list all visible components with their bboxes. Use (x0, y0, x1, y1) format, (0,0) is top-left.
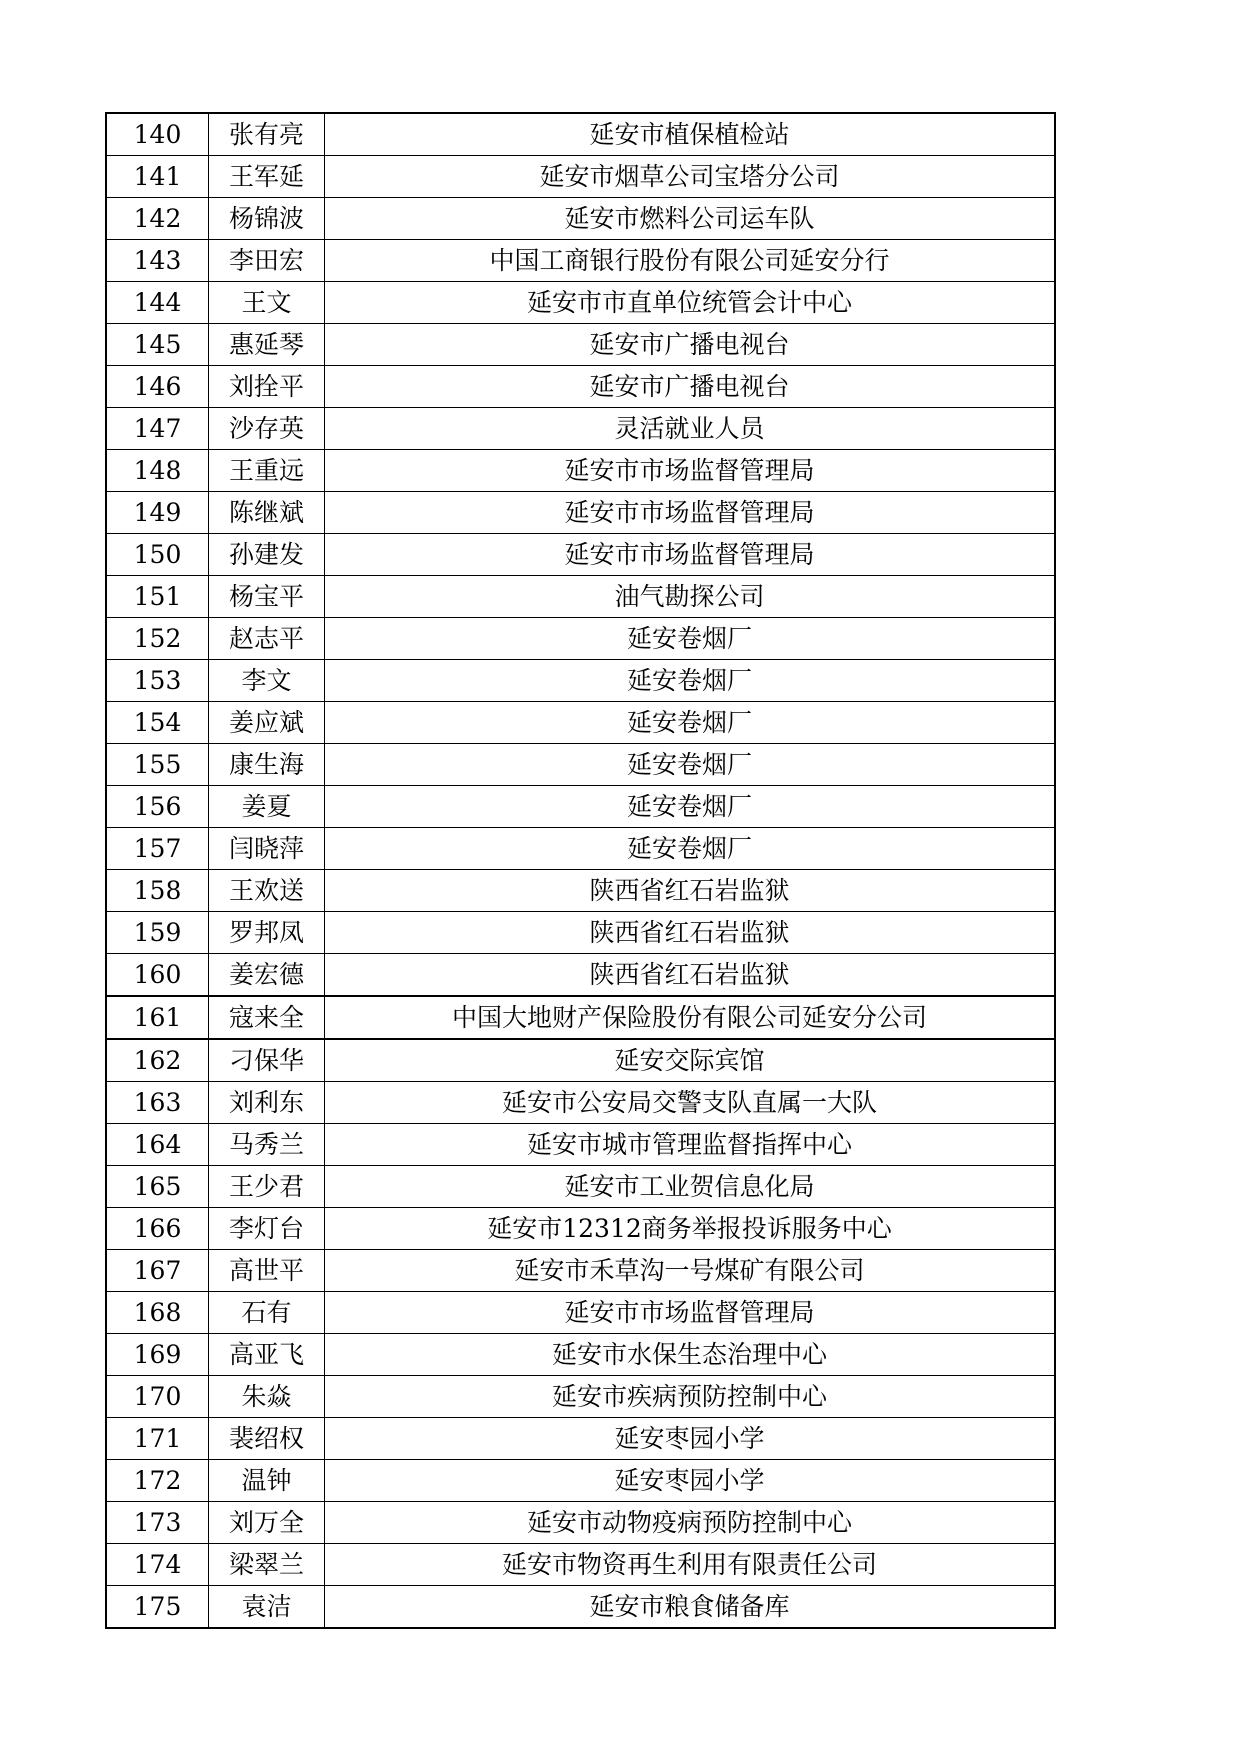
work-unit-cell: 延安市公安局交警支队直属一大队 (325, 1082, 1056, 1124)
row-number-cell: 152 (106, 618, 209, 660)
person-name-cell: 刘拴平 (209, 366, 325, 408)
row-number-cell: 151 (106, 576, 209, 618)
person-name-cell: 赵志平 (209, 618, 325, 660)
work-unit-cell: 延安市广播电视台 (325, 366, 1056, 408)
row-number-cell: 167 (106, 1250, 209, 1292)
table-row (106, 1376, 1055, 1418)
row-number-cell: 163 (106, 1082, 209, 1124)
row-number-cell: 157 (106, 828, 209, 870)
person-name-cell: 姜应斌 (209, 702, 325, 744)
person-name-cell: 陈继斌 (209, 492, 325, 534)
table-row (106, 1039, 1055, 1082)
person-name-cell: 王文 (209, 282, 325, 324)
table-row (106, 786, 1055, 828)
table-row (106, 408, 1055, 450)
row-number-cell: 165 (106, 1166, 209, 1208)
table-row (106, 870, 1055, 912)
table-row (106, 828, 1055, 870)
work-unit-cell: 延安市市直单位统管会计中心 (325, 282, 1056, 324)
row-number-cell: 158 (106, 870, 209, 912)
table-row (106, 492, 1055, 534)
table-row (106, 1544, 1055, 1586)
person-name-cell: 王军延 (209, 156, 325, 198)
table-row (106, 366, 1055, 408)
row-number-cell: 162 (106, 1039, 209, 1082)
row-number-cell: 155 (106, 744, 209, 786)
table-row (106, 660, 1055, 702)
row-number-cell: 160 (106, 954, 209, 997)
work-unit-cell: 延安卷烟厂 (325, 786, 1056, 828)
person-name-cell: 寇来全 (209, 996, 325, 1039)
work-unit-cell: 延安市工业贺信息化局 (325, 1166, 1056, 1208)
work-unit-cell: 陕西省红石岩监狱 (325, 954, 1056, 997)
table-row (106, 282, 1055, 324)
table-row (106, 113, 1055, 156)
personnel-table (105, 112, 1056, 1629)
person-name-cell: 高世平 (209, 1250, 325, 1292)
table-row (106, 576, 1055, 618)
row-number-cell: 149 (106, 492, 209, 534)
work-unit-cell: 陕西省红石岩监狱 (325, 870, 1056, 912)
person-name-cell: 杨宝平 (209, 576, 325, 618)
person-name-cell: 罗邦凤 (209, 912, 325, 954)
person-name-cell: 温钟 (209, 1460, 325, 1502)
table-row (106, 198, 1055, 240)
row-number-cell: 168 (106, 1292, 209, 1334)
table-body (106, 113, 1055, 1628)
table-row (106, 1292, 1055, 1334)
row-number-cell: 173 (106, 1502, 209, 1544)
person-name-cell: 沙存英 (209, 408, 325, 450)
table-row (106, 1082, 1055, 1124)
person-name-cell: 孙建发 (209, 534, 325, 576)
row-number-cell: 159 (106, 912, 209, 954)
work-unit-cell: 延安交际宾馆 (325, 1039, 1056, 1082)
person-name-cell: 石有 (209, 1292, 325, 1334)
person-name-cell: 袁洁 (209, 1586, 325, 1629)
table-row (106, 954, 1055, 997)
person-name-cell: 裴绍权 (209, 1418, 325, 1460)
table-row (106, 702, 1055, 744)
work-unit-cell: 延安卷烟厂 (325, 744, 1056, 786)
row-number-cell: 153 (106, 660, 209, 702)
work-unit-cell: 延安卷烟厂 (325, 828, 1056, 870)
row-number-cell: 144 (106, 282, 209, 324)
person-name-cell: 李文 (209, 660, 325, 702)
person-name-cell: 张有亮 (209, 113, 325, 156)
row-number-cell: 156 (106, 786, 209, 828)
person-name-cell: 王少君 (209, 1166, 325, 1208)
table-row (106, 1334, 1055, 1376)
work-unit-cell: 中国大地财产保险股份有限公司延安分公司 (325, 996, 1056, 1039)
person-name-cell: 惠延琴 (209, 324, 325, 366)
person-name-cell: 梁翠兰 (209, 1544, 325, 1586)
table-row (106, 996, 1055, 1039)
work-unit-cell: 中国工商银行股份有限公司延安分行 (325, 240, 1056, 282)
row-number-cell: 148 (106, 450, 209, 492)
work-unit-cell: 延安市市场监督管理局 (325, 492, 1056, 534)
row-number-cell: 154 (106, 702, 209, 744)
table-row (106, 1208, 1055, 1250)
row-number-cell: 142 (106, 198, 209, 240)
person-name-cell: 李田宏 (209, 240, 325, 282)
work-unit-cell: 延安市市场监督管理局 (325, 1292, 1056, 1334)
work-unit-cell: 延安市疾病预防控制中心 (325, 1376, 1056, 1418)
person-name-cell: 姜宏德 (209, 954, 325, 997)
row-number-cell: 174 (106, 1544, 209, 1586)
work-unit-cell: 延安市禾草沟一号煤矿有限公司 (325, 1250, 1056, 1292)
row-number-cell: 164 (106, 1124, 209, 1166)
work-unit-cell: 陕西省红石岩监狱 (325, 912, 1056, 954)
work-unit-cell: 延安市城市管理监督指挥中心 (325, 1124, 1056, 1166)
work-unit-cell: 延安市物资再生利用有限责任公司 (325, 1544, 1056, 1586)
row-number-cell: 140 (106, 113, 209, 156)
row-number-cell: 170 (106, 1376, 209, 1418)
row-number-cell: 146 (106, 366, 209, 408)
row-number-cell: 169 (106, 1334, 209, 1376)
table-row (106, 744, 1055, 786)
table-row (106, 1418, 1055, 1460)
table-row (106, 1586, 1055, 1629)
row-number-cell: 150 (106, 534, 209, 576)
table-row (106, 1166, 1055, 1208)
table-row (106, 1250, 1055, 1292)
person-name-cell: 李灯台 (209, 1208, 325, 1250)
person-name-cell: 康生海 (209, 744, 325, 786)
table-row (106, 618, 1055, 660)
person-name-cell: 刁保华 (209, 1039, 325, 1082)
work-unit-cell: 延安市市场监督管理局 (325, 534, 1056, 576)
row-number-cell: 172 (106, 1460, 209, 1502)
row-number-cell: 145 (106, 324, 209, 366)
row-number-cell: 166 (106, 1208, 209, 1250)
work-unit-cell: 延安卷烟厂 (325, 702, 1056, 744)
work-unit-cell: 延安市水保生态治理中心 (325, 1334, 1056, 1376)
table-row (106, 450, 1055, 492)
person-name-cell: 高亚飞 (209, 1334, 325, 1376)
work-unit-cell: 延安市烟草公司宝塔分公司 (325, 156, 1056, 198)
person-name-cell: 刘万全 (209, 1502, 325, 1544)
person-name-cell: 朱焱 (209, 1376, 325, 1418)
row-number-cell: 161 (106, 996, 209, 1039)
work-unit-cell: 延安市广播电视台 (325, 324, 1056, 366)
person-name-cell: 马秀兰 (209, 1124, 325, 1166)
person-name-cell: 刘利东 (209, 1082, 325, 1124)
work-unit-cell: 延安市粮食储备库 (325, 1586, 1056, 1629)
table-row (106, 1460, 1055, 1502)
table-row (106, 324, 1055, 366)
work-unit-cell: 延安枣园小学 (325, 1418, 1056, 1460)
work-unit-cell: 延安卷烟厂 (325, 660, 1056, 702)
table-row (106, 1502, 1055, 1544)
person-name-cell: 闫晓萍 (209, 828, 325, 870)
person-name-cell: 王欢送 (209, 870, 325, 912)
work-unit-cell: 延安枣园小学 (325, 1460, 1056, 1502)
table-row (106, 912, 1055, 954)
row-number-cell: 143 (106, 240, 209, 282)
table-row (106, 240, 1055, 282)
table-row (106, 534, 1055, 576)
table-row (106, 156, 1055, 198)
row-number-cell: 171 (106, 1418, 209, 1460)
work-unit-cell: 延安市市场监督管理局 (325, 450, 1056, 492)
work-unit-cell: 延安市动物疫病预防控制中心 (325, 1502, 1056, 1544)
person-name-cell: 王重远 (209, 450, 325, 492)
work-unit-cell: 延安市植保植检站 (325, 113, 1056, 156)
person-name-cell: 姜夏 (209, 786, 325, 828)
row-number-cell: 147 (106, 408, 209, 450)
person-name-cell: 杨锦波 (209, 198, 325, 240)
work-unit-cell: 延安卷烟厂 (325, 618, 1056, 660)
work-unit-cell: 油气勘探公司 (325, 576, 1056, 618)
row-number-cell: 175 (106, 1586, 209, 1629)
table-row (106, 1124, 1055, 1166)
work-unit-cell: 灵活就业人员 (325, 408, 1056, 450)
work-unit-cell: 延安市燃料公司运车队 (325, 198, 1056, 240)
row-number-cell: 141 (106, 156, 209, 198)
work-unit-cell: 延安市12312商务举报投诉服务中心 (325, 1208, 1056, 1250)
